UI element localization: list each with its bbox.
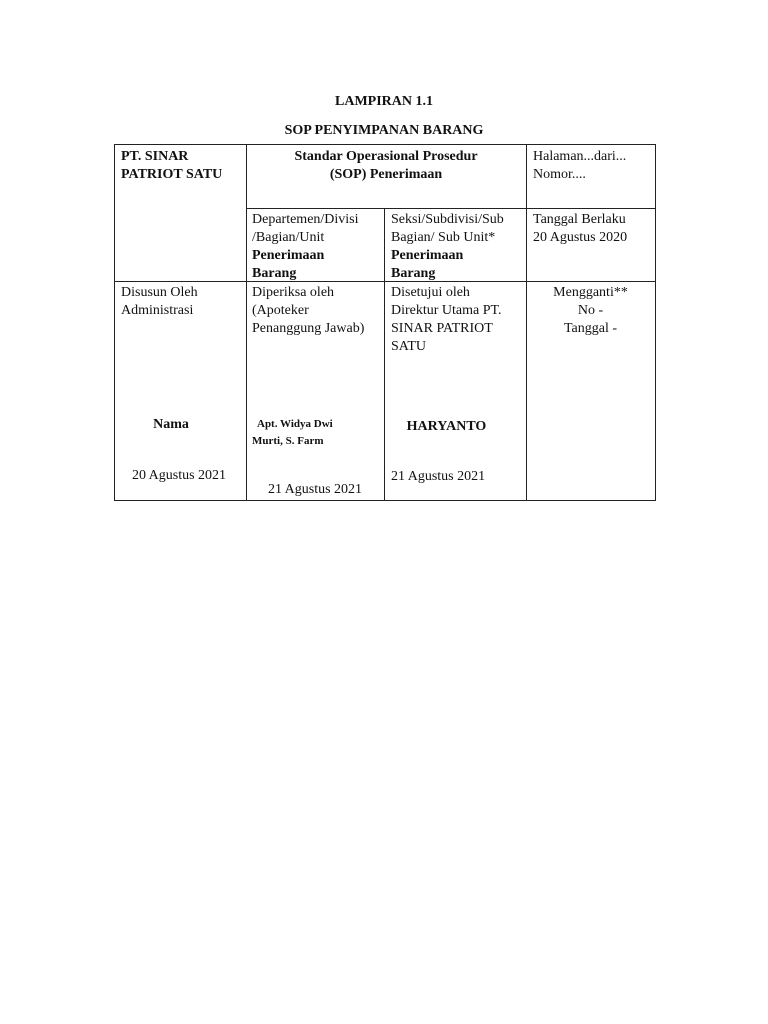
checked-by-name-line1: Apt. Widya Dwi <box>257 418 333 430</box>
approved-by-line3: SINAR PATRIOT <box>391 321 493 336</box>
approved-by-cell <box>391 284 526 356</box>
department-value-line2: Barang <box>252 266 297 281</box>
department-label-line1: Departemen/Divisi <box>252 212 359 227</box>
effective-date-label: Tanggal Berlaku <box>533 212 626 227</box>
approved-by-name: HARYANTO <box>406 419 487 434</box>
row-divider-1 <box>246 208 655 209</box>
col-divider-1 <box>246 145 247 500</box>
section-value-line2: Barang <box>391 266 436 281</box>
checked-by-line3: Penanggung Jawab) <box>252 321 365 336</box>
department-value-line1: Penerimaan <box>252 248 325 263</box>
approved-by-line4: SATU <box>391 339 427 354</box>
approved-by-line1: Disetujui oleh <box>391 285 470 300</box>
prepared-by-line2: Administrasi <box>121 303 194 318</box>
replaces-date: Tanggal - <box>563 321 618 336</box>
section-cell <box>391 211 526 283</box>
sop-table <box>114 144 656 501</box>
department-label-line2: /Bagian/Unit <box>252 230 325 245</box>
company-name-line2: PATRIOT SATU <box>121 167 223 182</box>
approved-by-date: 21 Agustus 2021 <box>391 469 486 484</box>
checked-by-name <box>252 416 384 450</box>
row-divider-2 <box>115 281 655 282</box>
section-label-line2: Bagian/ Sub Unit* <box>391 230 496 245</box>
col-divider-3 <box>384 208 385 500</box>
checked-by-date: 21 Agustus 2021 <box>267 482 363 497</box>
effective-date-cell <box>533 211 655 247</box>
department-cell <box>252 211 384 283</box>
company-name-cell <box>121 148 243 184</box>
checked-by-name-line2: Murti, S. Farm <box>252 435 324 447</box>
replaces-no: No - <box>577 303 604 318</box>
prepared-by-date: 20 Agustus 2021 <box>131 468 227 483</box>
section-value-line1: Penerimaan <box>391 248 464 263</box>
prepared-by-line1: Disusun Oleh <box>121 285 198 300</box>
document-title: SOP PENYIMPANAN BARANG <box>284 123 484 138</box>
sop-header-line2: (SOP) Penerimaan <box>329 167 443 182</box>
replaces-cell <box>526 284 655 338</box>
checked-by-line1: Diperiksa oleh <box>252 285 335 300</box>
halaman-text: Halaman...dari... <box>533 149 627 164</box>
checked-by-cell <box>252 284 384 338</box>
prepared-by-name: Nama <box>153 417 189 432</box>
lampiran-heading: LAMPIRAN 1.1 <box>335 94 433 109</box>
effective-date-value: 20 Agustus 2020 <box>533 230 628 245</box>
halaman-cell <box>533 148 655 184</box>
replaces-label: Mengganti** <box>553 285 628 300</box>
approved-by-line2: Direktur Utama PT. <box>391 303 502 318</box>
checked-by-line2: (Apoteker <box>252 303 309 318</box>
company-name-line1: PT. SINAR <box>121 149 189 164</box>
sop-header-cell <box>246 148 526 184</box>
sop-header-line1: Standar Operasional Prosedur <box>294 149 478 164</box>
section-label-line1: Seksi/Subdivisi/Sub <box>391 212 504 227</box>
nomor-text: Nomor.... <box>533 167 586 182</box>
prepared-by-cell <box>121 284 245 320</box>
